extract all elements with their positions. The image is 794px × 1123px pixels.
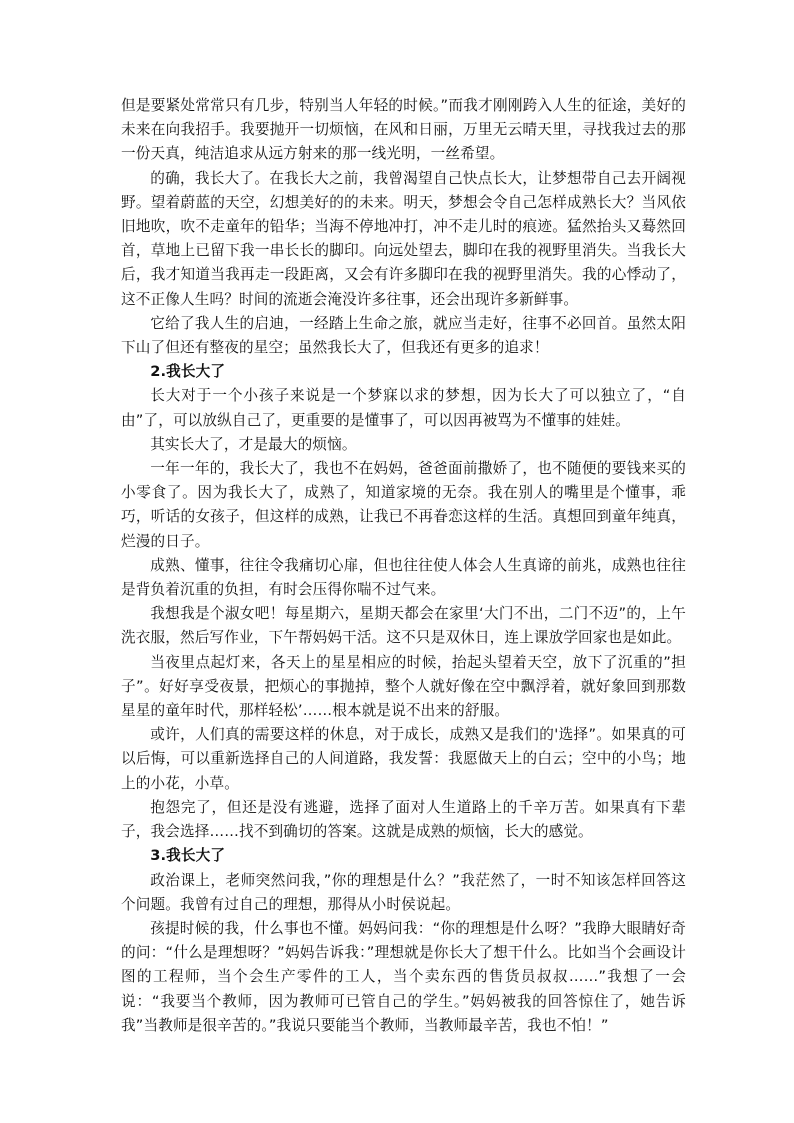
paragraph: 它给了我人生的启迪，一经踏上生命之旅，就应当走好，往事不必回首。虽然太阳下山了但还有整夜的星空；虽然我长大了，但我还有更多的追求！ [121,314,686,357]
paragraph: 成熟、懂事，往往令我痛切心扉，但也往往使人体会人生真谛的前兆，成熟也往往是背负着沉重的负担，有时会压得你喘不过气来。 [121,556,686,599]
paragraph: 抱怨完了，但还是没有逃避，选择了面对人生道路上的千辛万苦。如果真有下辈子，我会选择……找不到确切的答案。这就是成熟的烦恼，长大的感觉。 [121,798,686,841]
article-body [121,94,686,1038]
paragraph: 的确，我长大了。在我长大之前，我曾渴望自己快点长大，让梦想带自己去开阔视野。望着蔚蓝的天空，幻想美好的的未来。明天，梦想会令自己怎样成熟长大？当风依旧地吹，吹不走童年的铅华；当海不停地冲打，冲不走儿时的痕迹。猛然抬头又蓦然回首，草地上已留下我一串长长的脚印。向远处望去，脚印在我的视野里消失。当我长大后，我才知道当我再走一段距离，又会有许多脚印在我的视野里消失。我的心悸动了，这不正像人生吗？时间的流逝会淹没许多往事，还会出现许多新鲜事。 [121,169,686,308]
paragraph: 其实长大了，才是最大的烦恼。 [150,435,357,453]
paragraph: 孩提时候的我，什么事也不懂。妈妈问我：“你的理想是什么呀？”我睁大眼睛好奇的问：“什么是理想呀？”妈妈告诉我：”理想就是你长大了想干什么。比如当个会画设计图的工程师，当个会生产零件的工人，当个卖东西的售货员叔叔……”我想了一会说：“我要当个教师，因为教师可已管自己的学生。”妈妈被我的回答惊住了，她告诉我”当教师是很辛苦的。”我说只要能当个教师，当教师最辛苦，我也不怕！” [121,919,686,1034]
paragraph: 长大对于一个小孩子来说是一个梦寐以求的梦想，因为长大了可以独立了，“自由”了，可以放纵自己了，更重要的是懂事了，可以因再被骂为不懂事的娃娃。 [121,387,686,429]
paragraph: 一年一年的，我长大了，我也不在妈妈，爸爸面前撒娇了，也不随便的要钱来买的小零食了。因为我长大了，成熟了，知道家境的无奈。我在别人的嘴里是个懂事，乖巧，听话的女孩子，但这样的成熟，让我已不再眷恋这样的生活。真想回到童年纯真，烂漫的日子。 [121,460,686,550]
paragraph: 或许，人们真的需要这样的休息，对于成长，成熟又是我们的'选择”。如果真的可以后悔，可以重新选择自己的人间道路，我发誓：我愿做天上的白云；空中的小鸟；地上的小花，小草。 [121,726,686,792]
paragraph: 我想我是个淑女吧！每星期六，星期天都会在家里‘大门不出，二门不迈”的，上午洗衣服，然后写作业，下午帮妈妈干活。这不只是双休日，连上课放学回家也是如此。 [121,605,686,647]
paragraph: 当夜里点起灯来，各天上的星星相应的时候，抬起头望着天空，放下了沉重的”担子”。好好享受夜景，把烦心的事抛掉，整个人就好像在空中飘浮着，就好象回到那数星星的童年时代，那样轻松’……根本就是说不出来的舒服。 [121,653,686,720]
section-heading: 2.我长大了 [150,363,226,381]
paragraph: 但是要紧处常常只有几步，特别当人年轻的时候。”而我才刚刚跨入人生的征途，美好的未来在向我招手。我要抛开一切烦恼，在风和日丽，万里无云晴天里，寻找我过去的那一份天真，纯洁追求从远方射来的那一线光明，一丝希望。 [121,97,686,163]
section-heading: 3.我长大了 [150,847,226,865]
paragraph: 政治课上，老师突然问我，”你的理想是什么？”我茫然了，一时不知该怎样回答这个问题。我曾有过自己的理想，那得从小时侯说起。 [121,871,686,913]
